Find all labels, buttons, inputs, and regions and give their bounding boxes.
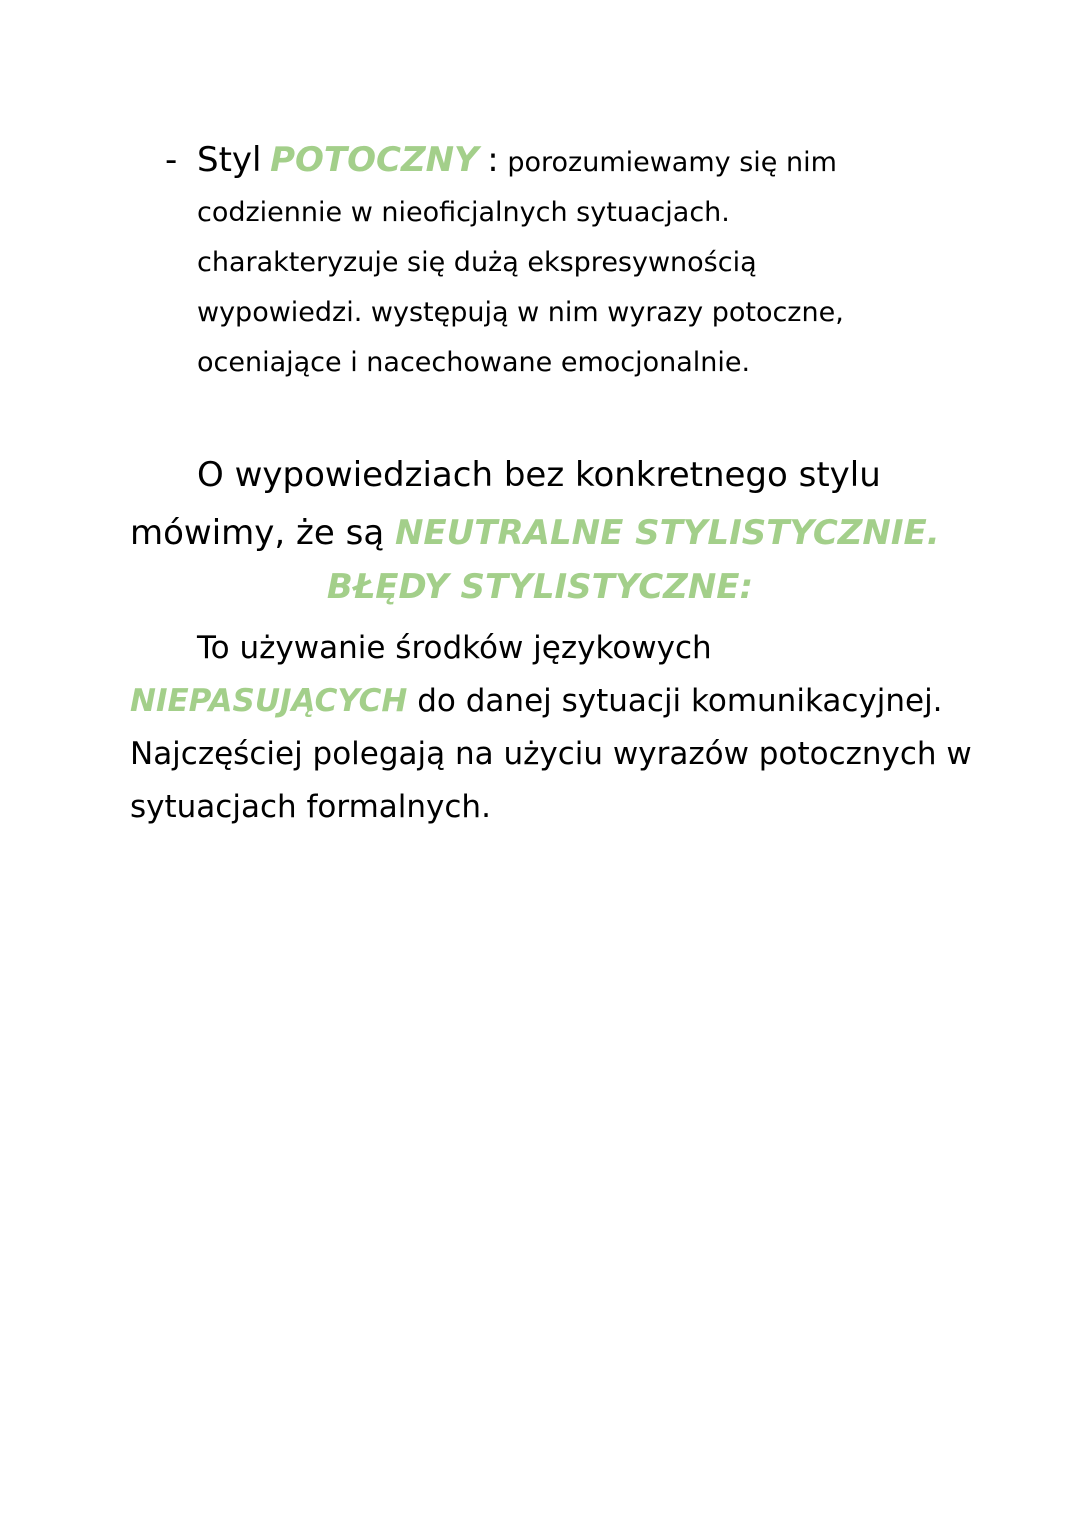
bullet-line-text: porozumiewamy się nim	[507, 147, 837, 178]
bullet-line-text: wypowiedzi. występują w nim wyrazy potoczne,	[197, 297, 844, 328]
errors-line-4: sytuacjach formalnych.	[130, 789, 491, 825]
style-colon: :	[487, 140, 499, 180]
errors-line-1: To używanie środków językowych	[197, 630, 712, 666]
bullet-line-text: codziennie w nieoficjalnych sytuacjach.	[197, 197, 730, 228]
style-term: POTOCZNY	[270, 140, 479, 180]
section-heading: BŁĘDY STYLISTYCZNE:	[326, 567, 754, 607]
errors-line-2	[130, 675, 990, 728]
errors-line-3: Najczęściej polegają na użyciu wyrazów potocznych w	[130, 736, 972, 772]
errors-term: NIEPASUJĄCYCH	[130, 683, 408, 719]
style-label: Styl	[197, 140, 262, 180]
neutral-line-2-start: mówimy, że są	[130, 513, 385, 553]
bullet-line-text: oceniające i nacechowane emocjonalnie.	[197, 347, 751, 378]
neutral-paragraph	[130, 446, 990, 562]
bullet-body	[197, 135, 945, 388]
bullet-first-line	[197, 135, 945, 188]
bullet-section	[165, 135, 945, 388]
neutral-line-1: O wypowiedziach bez konkretnego stylu	[197, 455, 881, 495]
bullet-dash: -	[165, 140, 178, 180]
bullet-line-text: charakteryzuje się dużą ekspresywnością	[197, 247, 757, 278]
errors-paragraph	[130, 622, 990, 834]
errors-line-2-rest: do danej sytuacji komunikacyjnej.	[417, 683, 943, 719]
neutral-line-2	[130, 504, 990, 562]
neutral-term: NEUTRALNE STYLISTYCZNIE.	[394, 513, 940, 553]
